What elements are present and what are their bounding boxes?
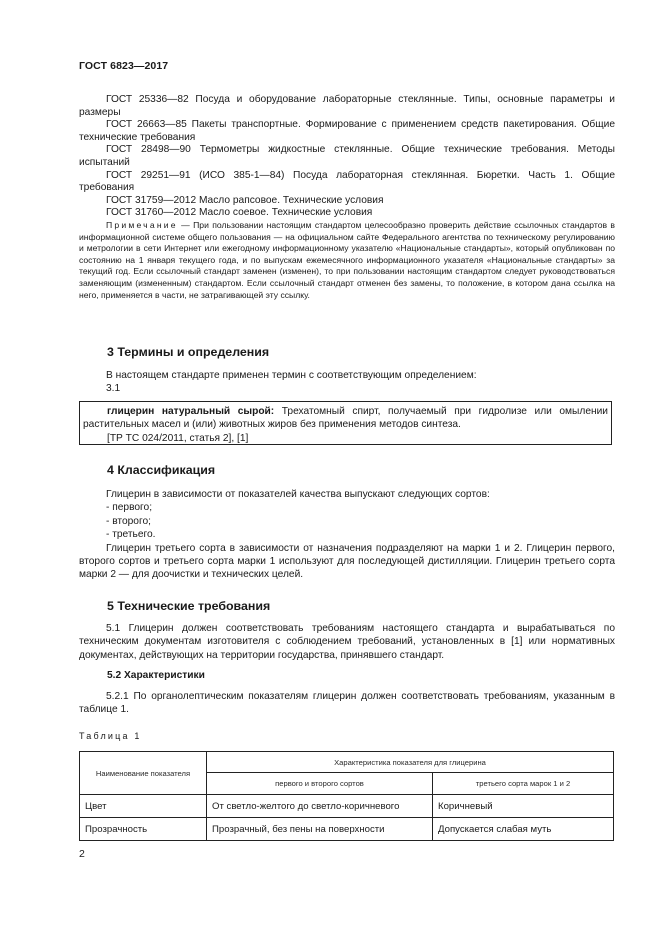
section-4-heading: 4 Классификация [107,463,216,477]
table-row [80,818,614,841]
table-cell-indicator: Цвет [80,795,207,818]
reference-item: ГОСТ 31759—2012 Масло рапсовое. Технические условия [106,194,384,206]
table-cell: Прозрачный, без пены на поверхности [207,818,433,841]
reference-item: ГОСТ 31760—2012 Масло соевое. Технические условия [106,207,373,219]
section-4-text: Глицерин третьего сорта в зависимости от назначения подразделяют на марки 1 и 2. Глицерин первого, второго сортов и третьего сорта марки 1 используют для последующей дистилляции. Глицерин третьего сорта марки 2 — для доочистки и технических целей. [79,542,615,581]
section-3-heading: 3 Термины и определения [107,345,270,359]
page-number: 2 [79,848,85,860]
clause-number: 3.1 [106,383,121,395]
document-id: ГОСТ 6823—2017 [79,60,169,72]
reference-item: ГОСТ 25336—82 Посуда и оборудование лабораторные стеклянные. Типы, основные параметры и размеры [79,94,615,118]
section-5-body [79,622,615,662]
grade-item: - первого; [106,502,153,514]
section-5-heading: 5 Технические требования [107,599,271,613]
reference-item: ГОСТ 26663—85 Пакеты транспортные. Формирование с применением средств пакетирования. Общие технические требования [79,119,615,143]
table-cell: Коричневый [433,795,614,818]
paragraph-5-2-1: 5.2.1 По органолептическим показателям глицерин должен соответствовать требованиям, указанным в таблице 1. [79,691,615,716]
paragraph-5-2-1-block [79,690,615,717]
note-paragraph [79,220,615,301]
subsection-5-2-heading: 5.2 Характеристики [107,670,205,681]
note-label: Примечание [106,220,178,230]
table-cell: Допускается слабая муть [433,818,614,841]
section-3-intro-text: В настоящем стандарте применен термин с соответствующим определением: [106,370,477,381]
column-header-grade-3: третьего сорта марок 1 и 2 [433,773,614,795]
table-cell-indicator: Прозрачность [80,818,207,841]
term-definition-box [79,401,612,445]
term-source: [ТР ТС 024/2011, статья 2], [1] [107,432,249,444]
column-header-indicator: Наименование показателя [80,752,207,795]
column-group-header: Характеристика показателя для глицерина [207,752,614,773]
table-caption: Таблица 1 [79,731,142,741]
paragraph-5-1: 5.1 Глицерин должен соответствовать требованиям настоящего стандарта и вырабатываться по техническим документам изготовителя с соблюдением требований, установленных в [1] или нормативных документах, действующих на территории государства, принявшего стандарт. [79,623,615,661]
section-4-intro: Глицерин в зависимости от показателей качества выпускают следующих сортов: [106,489,490,500]
reference-item: ГОСТ 29251—91 (ИСО 385-1—84) Посуда лабораторная стеклянная. Бюретки. Часть 1. Общие требования [79,169,615,194]
normative-references-list [79,94,615,220]
table-row [80,795,614,818]
table-1 [79,751,614,841]
table-cell: От светло-желтого до светло-коричневого [207,795,433,818]
term-definition [83,405,608,432]
grade-item: - третьего. [106,529,156,541]
term-name: глицерин натуральный сырой: [107,406,275,417]
section-4-body [79,488,615,582]
section-3-intro [79,369,615,396]
column-header-grade-1-2: первого и второго сортов [207,773,433,795]
reference-item: ГОСТ 28498—90 Термометры жидкостные стеклянные. Общие технические требования. Методы испытаний [79,144,615,168]
note-text: — При пользовании настоящим стандартом целесообразно проверить действие ссылочных стандартов в информационной системе общего пользования — на официальном сайте Федерального агентства по техническому регулированию и метрологии в сети Интернет или ежегодному информационному указателю «Национальные стандарты», который опубликован по состоянию на 1 января текущего года, и по выпускам ежемесячного информационного указателя «Национальные стандарты» за текущий год. Если ссылочный стандарт заменен (изменен), то при пользовании настоящим стандартом следует руководствоваться заменяющим (измененным) стандартом. Если ссылочный стандарт отменен без замены, то положение, в котором дана ссылка на него, применяется в части, не затрагивающей эту ссылку. [79,220,616,300]
term-definition-text: Трехатомный спирт, получаемый при гидролизе или омылении растительных масел и (или) животных жиров без применения методов синтеза. [83,406,608,431]
grade-item: - второго; [106,515,151,527]
